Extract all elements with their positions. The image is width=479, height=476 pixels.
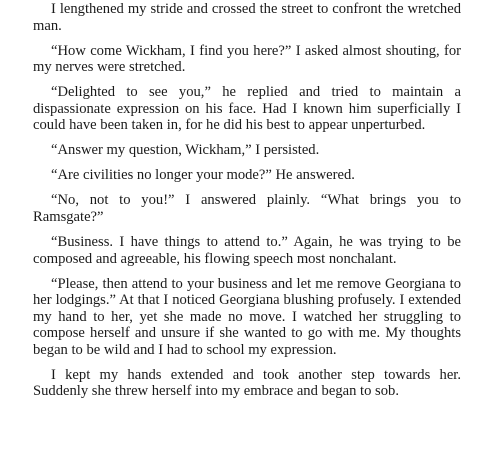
paragraph-4: “Answer my question, Wickham,” I persisted. (51, 142, 320, 159)
paragraph-9: I kept my hands extended and took another step towards her. Suddenly she threw herself into my embrace and began to sob. (33, 366, 461, 400)
paragraph-7: “Business. I have things to attend to.” Again, he was trying to be composed and agreeable, his flowing speech most nonchalant. (33, 234, 461, 267)
paragraph-5: “Are civilities no longer your mode?” He answered. (51, 167, 355, 184)
paragraph-3: “Delighted to see you,” he replied and tried to maintain a dispassionate expression on his face. Had I known him superficially I could have been taken in, for he did his best to appear unperturbed. (33, 84, 461, 134)
paragraph-2: “How come Wickham, I find you here?” I asked almost shouting, for my nerves were stretched. (33, 42, 461, 76)
paragraph-8: “Please, then attend to your business and let me remove Georgiana to her lodgings.” At that I noticed Georgiana blushing profusely. I extended my hand to her, yet she made no move. I watched her struggling to compose herself and unsure if she wanted to go with me. My thoughts began to be wild and I had to school my expression. (33, 275, 461, 358)
paragraph-1: I lengthened my stride and crossed the street to confront the wretched man. (33, 1, 461, 34)
paragraph-6: “No, not to you!” I answered plainly. “What brings you to Ramsgate?” (33, 192, 461, 225)
document-page (33, 1, 461, 408)
